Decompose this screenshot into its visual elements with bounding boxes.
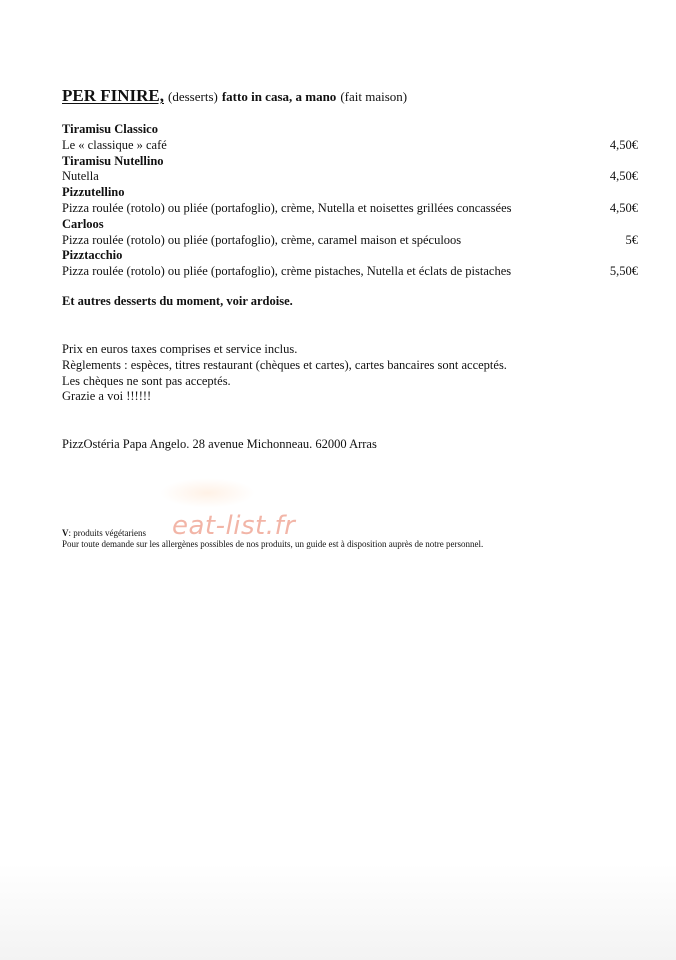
restaurant-address: PizzOstéria Papa Angelo. 28 avenue Michonneau. 62000 Arras [62, 437, 377, 451]
item-price: 5,50€ [609, 264, 638, 279]
item-description: Pizza roulée (rotolo) ou pliée (portafoglio), crème, Nutella et noisettes grillées concassées [62, 200, 512, 215]
item-description: Pizza roulée (rotolo) ou pliée (portafoglio), crème, caramel maison et spéculoos [62, 232, 462, 247]
item-name: Carloos [62, 216, 104, 231]
item-price: 4,50€ [609, 169, 638, 184]
watermark-glow [160, 478, 255, 508]
vegetarian-text: : produits végétariens [68, 528, 146, 538]
dessert-list [62, 122, 638, 280]
info-line: Prix en euros taxes comprises et service inclus. [62, 342, 298, 356]
watermark-logo: eat-list.fr [172, 511, 296, 541]
made-note: fatto in casa, a mano [221, 89, 337, 104]
other-desserts-note: Et autres desserts du moment, voir ardoise. [62, 294, 293, 308]
item-price: 5€ [625, 232, 638, 247]
item-name: Tiramisu Classico [62, 122, 158, 136]
item-description: Pizza roulée (rotolo) ou pliée (portafoglio), crème pistaches, Nutella et éclats de pistaches [62, 264, 512, 279]
item-description: Le « classique » café [62, 137, 167, 152]
item-description: Nutella [62, 169, 99, 184]
section-header [62, 86, 407, 106]
menu-item [62, 154, 638, 186]
payment-info [62, 342, 507, 405]
vegetarian-label: V [62, 528, 69, 538]
menu-item [62, 185, 638, 217]
item-name: Pizzutellino [62, 185, 125, 200]
menu-item [62, 248, 638, 280]
desserts-note: (desserts) [168, 89, 218, 104]
menu-item [62, 122, 638, 154]
info-line: Règlements : espèces, titres restaurant (chèques et cartes), cartes bancaires sont acceptés. [62, 357, 507, 372]
item-name: Tiramisu Nutellino [62, 153, 164, 168]
menu-item [62, 217, 638, 249]
info-line: Les chèques ne sont pas acceptés. [62, 373, 231, 388]
item-name: Pizztacchio [62, 248, 123, 263]
section-title: PER FINIRE, [62, 86, 165, 105]
item-price: 4,50€ [609, 200, 638, 215]
item-price: 4,50€ [609, 137, 638, 152]
fait-maison-note: (fait maison) [340, 89, 408, 104]
allergen-note: Pour toute demande sur les allergènes possibles de nos produits, un guide est à disposition auprès de notre personnel. [62, 539, 484, 549]
info-line: Grazie a voi !!!!!! [62, 389, 152, 404]
